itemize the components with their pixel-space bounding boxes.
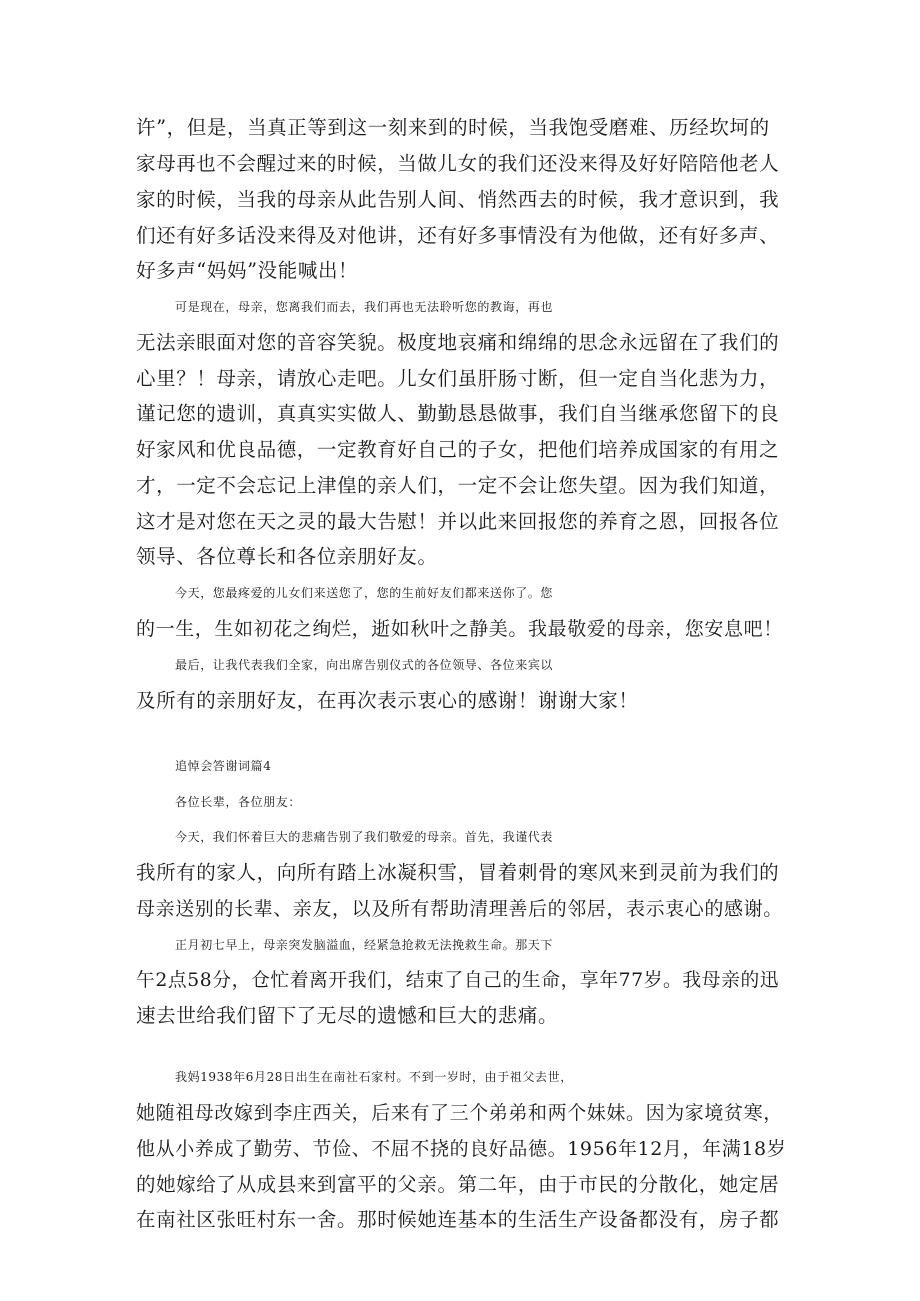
text-line: 好多声“妈妈”没能喊出！ [136, 259, 359, 282]
text-line: 速去世给我们留下了无尽的遗憾和巨大的悲痛。 [136, 1004, 559, 1027]
text-line: 家的时候，当我的母亲从此告别人间、悄然西去的时候，我才意识到，我 [136, 188, 780, 211]
text-line: 好家风和优良品德，一定教育好自己的子女，把他们培养成国家的有用之 [136, 438, 780, 461]
text-line: 我妈1938年6月28日出生在南社石家村。不到一岁时，由于祖父去世， [175, 1070, 573, 1084]
salutation: 各位长辈，各位朋友： [175, 795, 302, 809]
text-line: 及所有的亲朋好友，在再次表示衷心的感谢！谢谢大家！ [136, 689, 639, 712]
section-heading: 追悼会答谢词篇4 [175, 759, 272, 773]
text-line: 的她嫁给了从成县来到富平的父亲。第二年，由于市民的分散化，她定居 [136, 1173, 780, 1196]
text-line: 许”，但是，当真正等到这一刻来到的时候，当我饱受磨难、历经坎坷的 [136, 116, 770, 139]
text-line: 今天，我们怀着巨大的悲痛告别了我们敬爱的母亲。首先，我谨代表 [175, 830, 554, 844]
text-line: 家母再也不会醒过来的时候，当做儿女的我们还没来得及好好陪陪他老人 [136, 152, 780, 175]
text-line: 正月初七早上，母亲突发脑溢血，经紧急抢救无法挽救生命。那天下 [175, 938, 554, 952]
text-line: 午2点58分，仓忙着离开我们，结束了自己的生命，享年77岁。我母亲的迅 [136, 970, 780, 991]
text-line: 母亲送别的长辈、亲友，以及所有帮助清理善后的邻居，表示衷心的感谢。 [136, 898, 783, 920]
text-line: 们还有好多话没来得及对他讲，还有好多事情没有为他做，还有好多声、 [136, 224, 780, 247]
text-line: 我所有的家人，向所有踏上冰凝积雪，冒着刺骨的寒风来到灵前为我们的 [136, 861, 780, 884]
text-line: 他从小养成了勤劳、节俭、不屈不挠的良好品德。1956年12月，年满18岁 [136, 1138, 787, 1160]
text-line: 她随祖母改嫁到李庄西关，后来有了三个弟弟和两个妹妹。因为家境贫寒， [136, 1102, 783, 1124]
text-line: 最后，让我代表我们全家，向出席告别仪式的各位领导、各位来宾以 [175, 658, 554, 672]
text-line: 在南社区张旺村东一舍。那时候她连基本的生活生产设备都没有，房子都 [136, 1208, 780, 1231]
text-line: 这才是对您在天之灵的最大告慰！并以此来回报您的养育之恩，回报各位 [136, 510, 780, 533]
text-line: 可是现在，母亲，您离我们而去，我们再也无法聆听您的教诲，再也 [175, 300, 554, 314]
text-line: 才，一定不会忘记上津偟的亲人们，一定不会让您失望。因为我们知道， [136, 474, 780, 497]
text-line: 今天，您最疼爱的儿女们来送您了，您的生前好友们都来送你了。您 [175, 586, 554, 600]
text-line: 谨记您的遗训，真真实实做人、勤勤恳恳做事，我们自当继承您留下的良 [136, 402, 780, 425]
text-line: 心里？！母亲，请放心走吧。儿女们虽肝肠寸断，但一定自当化悲为力， [136, 367, 780, 390]
text-line: 领导、各位尊长和各位亲朋好友。 [136, 545, 438, 568]
text-line: 无法亲眼面对您的音容笑貌。极度地哀痛和绵绵的思念永远留在了我们的 [136, 331, 780, 354]
text-line: 的一生，生如初花之绚烂，逝如秋叶之静美。我最敬爱的母亲，您安息吧！ [136, 618, 783, 640]
